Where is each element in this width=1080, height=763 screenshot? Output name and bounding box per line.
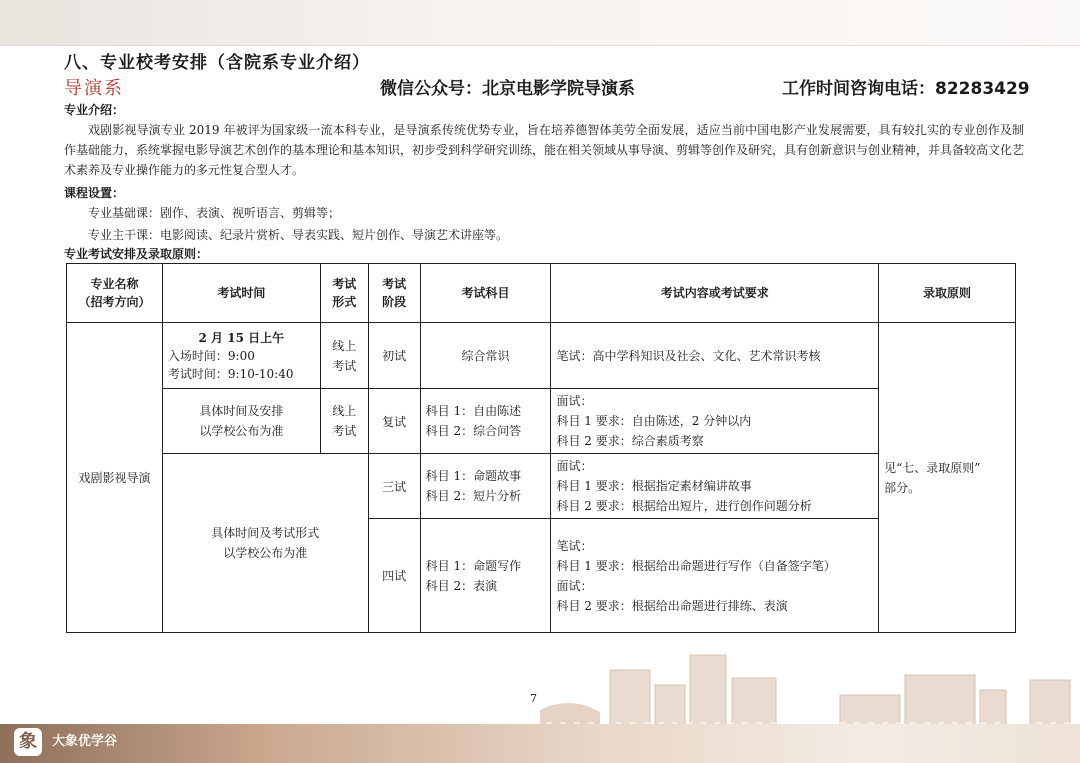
courses-heading: 课程设置： xyxy=(64,186,125,200)
round4-requirement: 笔试： 科目 1 要求：根据给出命题进行写作（自备签字笔） 面试： 科目 2 要求：根据给出命题进行排练、表演 xyxy=(551,519,879,633)
col-header-subject: 考试科目 xyxy=(420,264,551,323)
table-row xyxy=(67,389,1016,454)
round2-subjects: 科目 1：自由陈述 科目 2：综合问答 xyxy=(420,389,551,454)
major-cell: 戏剧影视导演 xyxy=(67,323,163,633)
building-shape xyxy=(690,655,726,730)
round1-time-cell xyxy=(162,323,320,389)
phone-number: 工作时间咨询电话：82283429 xyxy=(782,79,1030,99)
city-skyline-decoration xyxy=(540,640,1080,730)
round1-stage: 初试 xyxy=(368,323,420,389)
col-header-admission: 录取原则 xyxy=(879,264,1016,323)
round2-form: 线上 考试 xyxy=(320,389,368,454)
table-row xyxy=(67,454,1016,519)
col-header-stage: 考试 阶段 xyxy=(368,264,420,323)
round1-time-title: 2 月 15 日上午 xyxy=(198,330,285,345)
round34-time: 具体时间及考试形式 以学校公布为准 xyxy=(162,454,368,633)
footer-logo-text: 大象优学谷 xyxy=(52,734,118,749)
intro-heading: 专业介绍： xyxy=(64,103,125,117)
round1-subject: 综合常识 xyxy=(420,323,551,389)
round3-requirement: 面试： 科目 1 要求：根据指定素材编讲故事 科目 2 要求：根据给出短片，进行创作问题分析 xyxy=(551,454,879,519)
page-number: 7 xyxy=(530,692,537,705)
round4-subjects: 科目 1：命题写作 科目 2：表演 xyxy=(420,519,551,633)
intro-text: 戏剧影视导演专业 2019 年被评为国家级一流本科专业，是导演系传统优势专业，旨在培养德智体美劳全面发展，适应当前中国电影产业发展需要，具有较扎实的专业创作及制作基础能力，系统掌握电影导演艺术创作的基本理论和基本知识，初步受到科学研究训练，能在相关领域从事导演、剪辑等创作及研究，具有创新意识与创业精神，并具备较高文化艺术素养及专业操作能力的多元性复合型人才。 xyxy=(64,123,1025,177)
basic-courses: 专业基础课：剧作、表演、视听语言、剪辑等； xyxy=(88,206,341,220)
round3-stage: 三试 xyxy=(368,454,420,519)
department-name: 导演系 xyxy=(64,78,124,99)
admission-cell: 见“七、录取原则” 部分。 xyxy=(879,323,1016,633)
section-title: 八、专业校考安排（含院系专业介绍） xyxy=(64,53,370,73)
round2-requirement: 面试： 科目 1 要求：自由陈述，2 分钟以内 科目 2 要求：综合素质考察 xyxy=(551,389,879,454)
table-header-row xyxy=(67,264,1016,323)
exam-heading: 专业考试安排及录取原则： xyxy=(64,247,209,261)
round1-form: 线上 考试 xyxy=(320,323,368,389)
top-banner xyxy=(0,0,1080,46)
wechat-account: 微信公众号：北京电影学院导演系 xyxy=(380,79,635,99)
round1-time-detail: 入场时间：9:00 考试时间：9:10-10:40 xyxy=(167,348,294,381)
round3-subjects: 科目 1：命题故事 科目 2：短片分析 xyxy=(420,454,551,519)
building-shape xyxy=(610,670,650,730)
col-header-time: 考试时间 xyxy=(162,264,320,323)
col-header-form: 考试 形式 xyxy=(320,264,368,323)
round2-stage: 复试 xyxy=(368,389,420,454)
round4-stage: 四试 xyxy=(368,519,420,633)
main-courses: 专业主干课：电影阅读、纪录片赏析、导表实践、短片创作、导演艺术讲座等。 xyxy=(88,228,509,242)
col-header-requirement: 考试内容或考试要求 xyxy=(551,264,879,323)
round1-requirement: 笔试：高中学科知识及社会、文化、艺术常识考核 xyxy=(551,323,879,389)
footer-bar xyxy=(0,724,1080,763)
round2-time: 具体时间及安排 以学校公布为准 xyxy=(162,389,320,454)
table-row xyxy=(67,323,1016,389)
col-header-major: 专业名称 （招考方向） xyxy=(67,264,163,323)
elephant-logo-icon: 象 xyxy=(14,728,42,756)
exam-schedule-table xyxy=(66,263,1016,633)
